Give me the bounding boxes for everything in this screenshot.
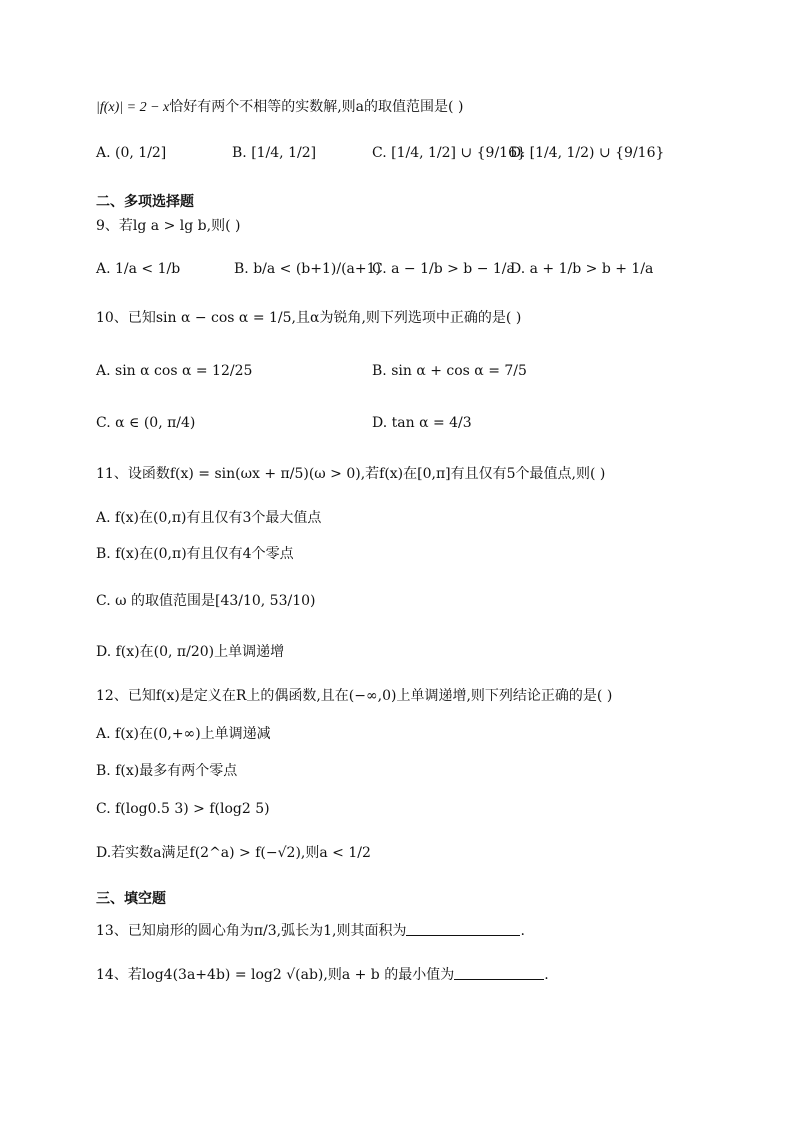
q13-answer-blank[interactable] <box>406 923 520 936</box>
q11-option-d[interactable]: D. f(x)在(0, π/20)上单调递增 <box>96 644 285 660</box>
q10-option-b[interactable]: B. sin α + cos α = 7/5 <box>372 363 527 379</box>
q8-lhs: |f(x)| = 2 − x <box>96 100 170 115</box>
q9-option-a[interactable]: A. 1/a < 1/b <box>96 261 181 277</box>
q12-option-b[interactable]: B. f(x)最多有两个零点 <box>96 763 238 779</box>
q14-answer-blank[interactable] <box>454 967 544 980</box>
q13-stem: 13、已知扇形的圆心角为π/3,弧长为1,则其面积为 . <box>96 923 525 939</box>
section-fill-heading: 三、填空题 <box>96 891 166 907</box>
q11-stem: 11、设函数f(x) = sin(ωx + π/5)(ω > 0),若f(x)在[0,π]有且仅有5个最值点,则( ) <box>96 466 606 482</box>
q12-option-d[interactable]: D.若实数a满足f(2^a) > f(−√2),则a < 1/2 <box>96 845 371 861</box>
q9-stem: 9、若lg a > lg b,则( ) <box>96 218 241 234</box>
q12-stem: 12、已知f(x)是定义在R上的偶函数,且在(−∞,0)上单调递增,则下列结论正确的是( ) <box>96 688 613 704</box>
q10-option-d[interactable]: D. tan α = 4/3 <box>372 415 472 431</box>
q9-option-b[interactable]: B. b/a < (b+1)/(a+1) <box>234 261 381 277</box>
q11-option-b[interactable]: B. f(x)在(0,π)有且仅有4个零点 <box>96 546 294 562</box>
q12-option-c[interactable]: C. f(log0.5 3) > f(log2 5) <box>96 801 270 817</box>
q13-stem-text: 13、已知扇形的圆心角为π/3,弧长为1,则其面积为 <box>96 923 407 939</box>
q11-option-a[interactable]: A. f(x)在(0,π)有且仅有3个最大值点 <box>96 510 322 526</box>
q10-option-c[interactable]: C. α ∈ (0, π/4) <box>96 415 196 431</box>
section-multi-heading: 二、多项选择题 <box>96 194 194 210</box>
q8-option-d[interactable]: D. [1/4, 1/2) ∪ {9/16} <box>510 145 665 161</box>
q8-option-c[interactable]: C. [1/4, 1/2] ∪ {9/16} <box>372 145 526 161</box>
q8-option-a[interactable]: A. (0, 1/2] <box>96 145 167 161</box>
q9-option-d[interactable]: D. a + 1/b > b + 1/a <box>510 261 654 277</box>
q10-option-a[interactable]: A. sin α cos α = 12/25 <box>96 363 253 379</box>
q14-stem: 14、若log4(3a+4b) = log2 √(ab),则a + b 的最小值为 . <box>96 967 549 983</box>
q12-option-a[interactable]: A. f(x)在(0,+∞)上单调递减 <box>96 726 271 742</box>
q14-stem-text: 14、若log4(3a+4b) = log2 √(ab),则a + b 的最小值为 <box>96 967 455 983</box>
q9-option-c[interactable]: C. a − 1/b > b − 1/a <box>372 261 515 277</box>
q8-stem-text: 恰好有两个不相等的实数解,则a的取值范围是( ) <box>169 99 464 115</box>
q8-option-b[interactable]: B. [1/4, 1/2] <box>232 145 317 161</box>
q11-option-c[interactable]: C. ω 的取值范围是[43/10, 53/10) <box>96 593 316 609</box>
q8-stem <box>96 100 463 115</box>
q10-stem: 10、已知sin α − cos α = 1/5,且α为锐角,则下列选项中正确的是( ) <box>96 310 522 326</box>
